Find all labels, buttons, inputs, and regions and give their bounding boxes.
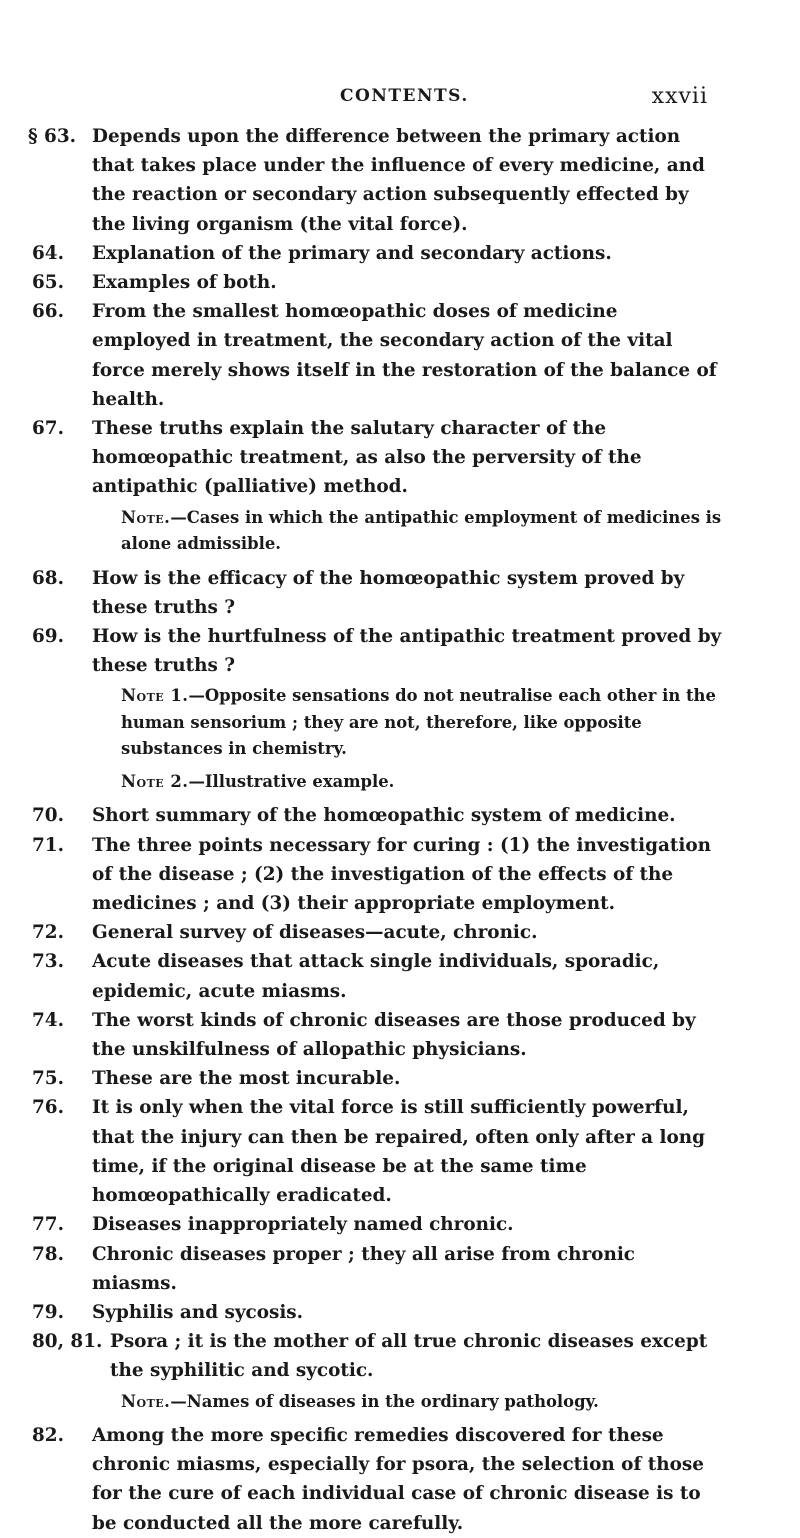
entry-text: How is the efficacy of the homœopathic system proved by these truths ?	[92, 567, 685, 618]
entry-text: The worst kinds of chronic diseases are those produced by the unskilfulness of allopathic physicians.	[92, 1009, 696, 1061]
header-title: CONTENTS.	[340, 86, 469, 106]
entry-72	[32, 918, 722, 947]
entry-number: 78.	[32, 1243, 64, 1265]
entry-text: The three points necessary for curing : (1) the investigation of the disease ; (2) the investigation of the effects of the medicines ; and (3) their appropriate employment.	[92, 834, 712, 915]
note-text: —Opposite sensations do not neutralise each other in the human sensorium ; they are not, therefore, like opposite substances in chemistry.	[121, 686, 716, 759]
entry-text: Short summary of the homœopathic system of medicine.	[92, 805, 676, 827]
entry-text: Acute diseases that attack single individuals, sporadic, epidemic, acute miasms.	[92, 951, 660, 1002]
entry-text: Syphilis and sycosis.	[92, 1301, 304, 1323]
entry-text: Depends upon the difference between the primary action that takes place under the influence of every medicine, and the reaction or secondary action subsequently effected by the living organism (the vital force).	[92, 126, 705, 235]
page-number: xxvii	[651, 84, 708, 109]
entry-82	[32, 1421, 722, 1538]
entry-68	[32, 564, 722, 622]
entry-71	[32, 831, 722, 919]
entry-77	[32, 1210, 722, 1239]
note	[32, 1389, 722, 1416]
note-text: —Cases in which the antipathic employment of medicines is alone admissible.	[121, 507, 722, 554]
entry-text: These are the most incurable.	[92, 1068, 401, 1090]
entry-text: Diseases inappropriately named chronic.	[92, 1214, 514, 1236]
entry-64	[32, 239, 722, 268]
entry-text: Explanation of the primary and secondary actions.	[92, 242, 612, 264]
entry-number: 64.	[32, 242, 64, 264]
running-header	[0, 80, 800, 120]
note-label: Note 1.	[121, 686, 189, 706]
note-label: Note.	[121, 507, 171, 527]
entry-number: § 63.	[28, 126, 77, 147]
entry-number: 80, 81.	[32, 1331, 103, 1353]
entry-67	[32, 414, 722, 502]
entry-65	[32, 268, 722, 297]
entry-text: Among the more specific remedies discovered for these chronic miasms, especially for psora, the selection of those for the cure of each individual case of chronic disease is to be conducted all the more carefully.	[92, 1425, 704, 1534]
entry-number: 66.	[32, 301, 64, 323]
entry-number: 76.	[32, 1097, 64, 1119]
entry-number: 73.	[32, 951, 64, 973]
contents-list	[28, 122, 722, 1538]
entry-70	[32, 801, 722, 830]
note	[32, 505, 722, 558]
entry-number: 75.	[32, 1068, 64, 1090]
entry-76	[32, 1093, 722, 1210]
entry-73	[32, 947, 722, 1005]
entry-number: 71.	[32, 834, 64, 856]
entry-75	[32, 1064, 722, 1093]
entry-text: Examples of both.	[92, 272, 277, 294]
entry-74	[32, 1006, 722, 1064]
entry-number: 74.	[32, 1009, 64, 1031]
entry-66	[32, 297, 722, 414]
entry-80-81	[32, 1327, 722, 1385]
note-text: —Illustrative example.	[188, 771, 395, 791]
note-2	[32, 769, 722, 796]
entry-number: 69.	[32, 626, 64, 648]
entry-text: Psora ; it is the mother of all true chronic diseases except the syphilitic and sycotic.	[110, 1331, 708, 1382]
entry-number: 67.	[32, 418, 64, 440]
entry-69	[32, 622, 722, 680]
entry-78	[32, 1240, 722, 1298]
entry-text: General survey of diseases—acute, chronic.	[92, 922, 538, 944]
entry-63	[28, 122, 722, 239]
entry-number: 68.	[32, 567, 64, 589]
note-label: Note 2.	[121, 771, 189, 791]
entry-number: 77.	[32, 1214, 64, 1236]
entry-text: These truths explain the salutary character of the homœopathic treatment, as also the perversity of the antipathic (palliative) method.	[92, 418, 642, 498]
entry-number: 65.	[32, 272, 64, 294]
entry-number: 82.	[32, 1425, 64, 1447]
entry-79	[32, 1298, 722, 1327]
entry-text: Chronic diseases proper ; they all arise from chronic miasms.	[92, 1243, 636, 1294]
entry-number: 70.	[32, 805, 64, 827]
entry-number: 72.	[32, 922, 64, 944]
note-text: —Names of diseases in the ordinary pathology.	[170, 1391, 599, 1411]
note-label: Note.	[121, 1391, 171, 1411]
note-1	[32, 683, 722, 763]
entry-text: It is only when the vital force is still sufficiently powerful, that the injury can then be repaired, often only after a long time, if the original disease be at the same time homœopathically eradicated.	[92, 1097, 705, 1207]
entry-text: From the smallest homœopathic doses of medicine employed in treatment, the secondary action of the vital force merely shows itself in the restoration of the balance of health.	[92, 301, 717, 410]
entry-number: 79.	[32, 1301, 64, 1323]
entry-text: How is the hurtfulness of the antipathic treatment proved by these truths ?	[92, 626, 722, 677]
